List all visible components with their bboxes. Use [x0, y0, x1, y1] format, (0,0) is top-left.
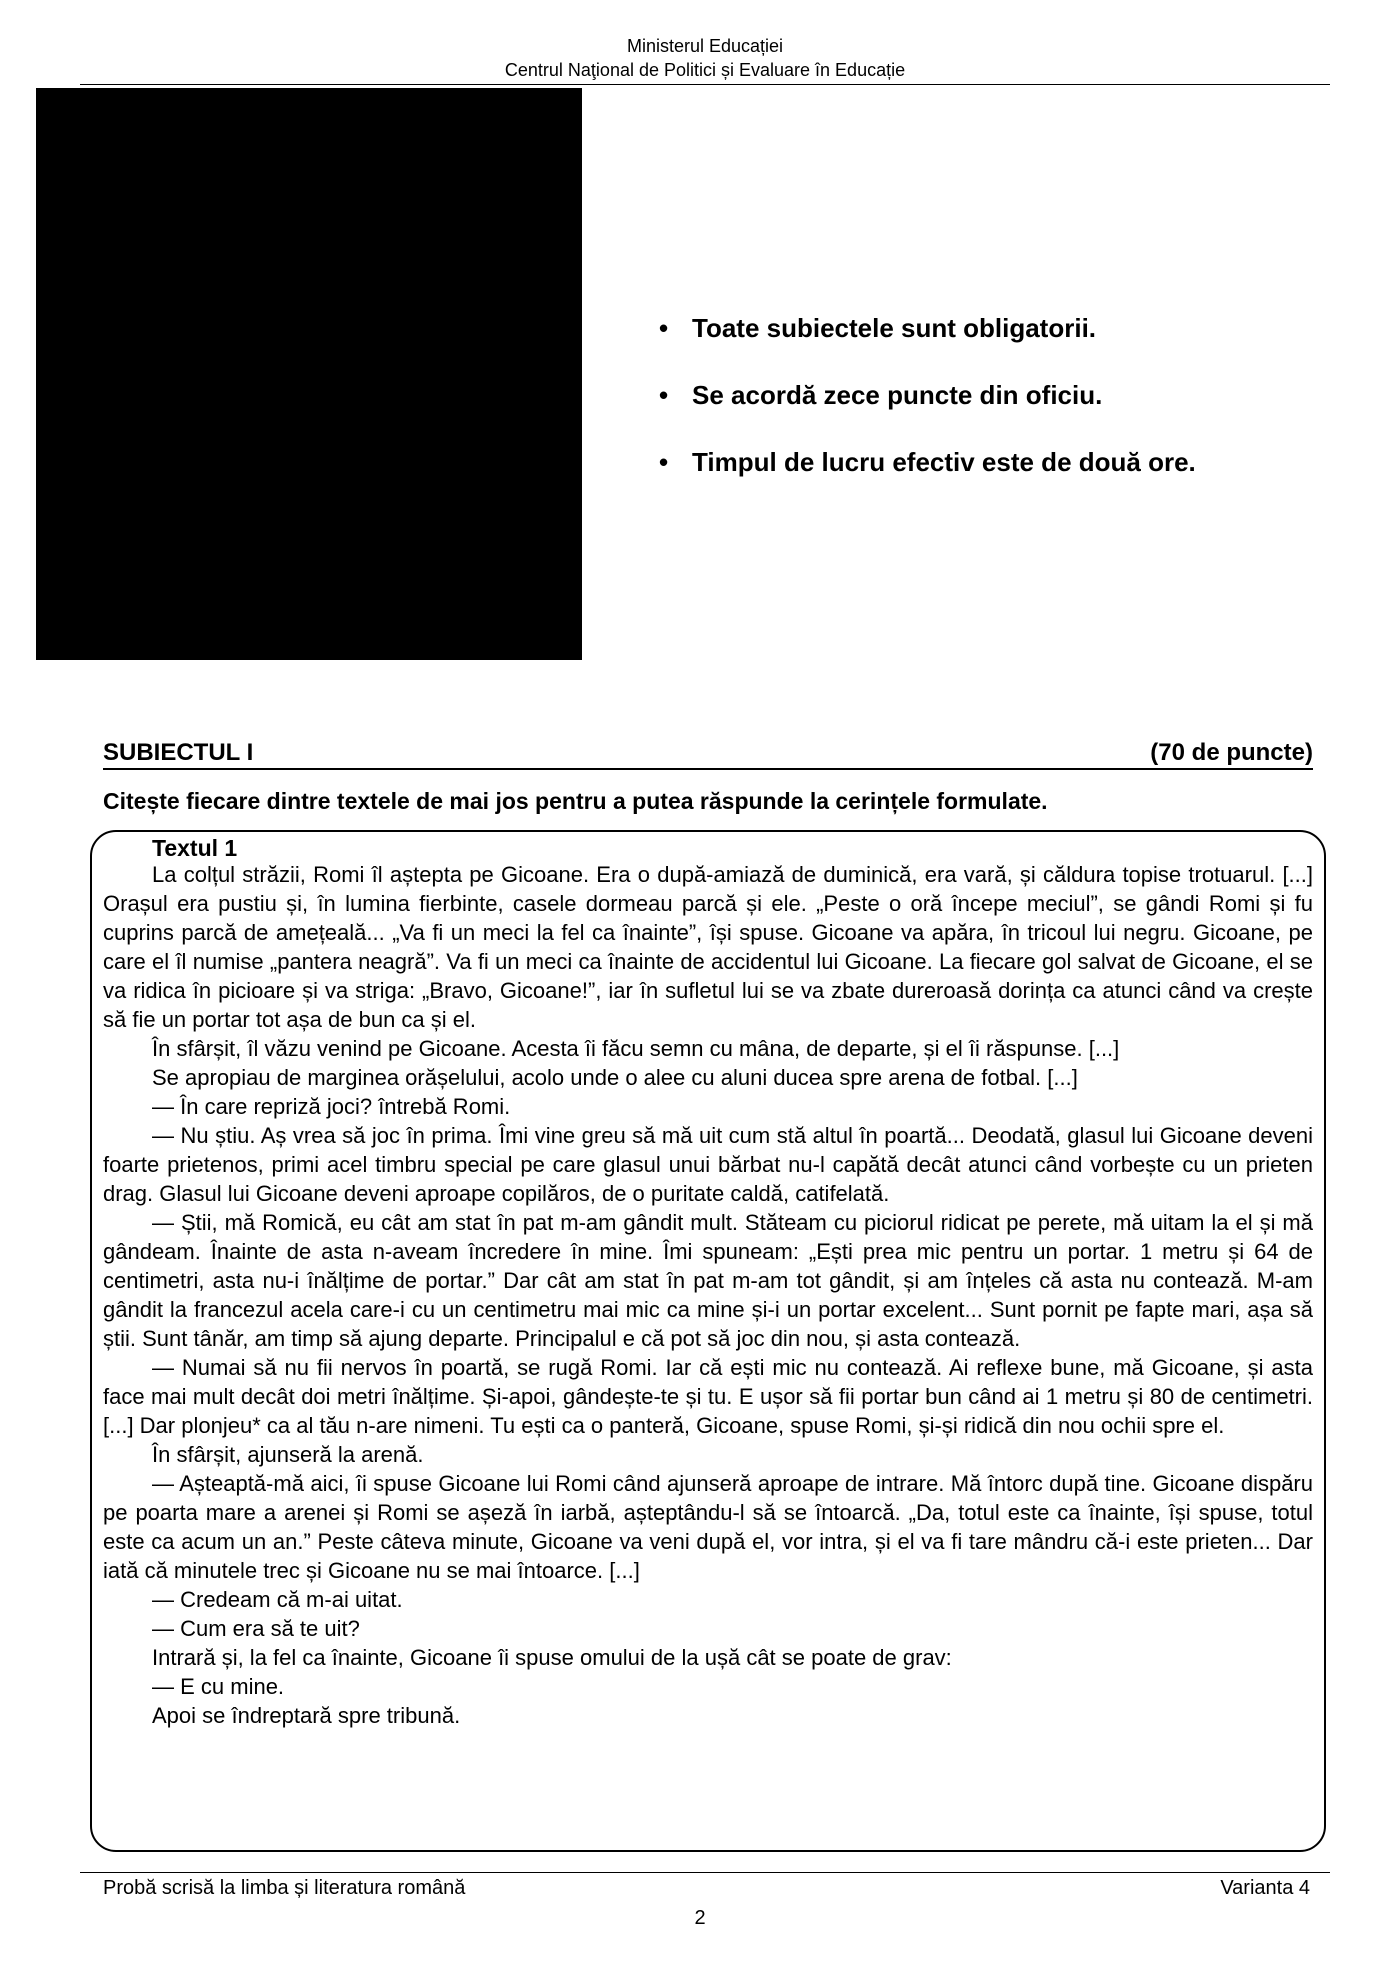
passage-paragraph: Intrară și, la fel ca înainte, Gicoane îi spuse omului de la ușă cât se poate de grav: [152, 1645, 952, 1670]
passage-paragraph: — În care repriză joci? întrebă Romi. [152, 1094, 511, 1119]
subject-heading [103, 738, 1313, 770]
text-title: Textul 1 [152, 835, 238, 861]
page-number: 2 [694, 1907, 706, 1929]
bullet-icon: • [659, 313, 669, 343]
subject-title: SUBIECTUL I [103, 739, 254, 766]
rule-item: • Toate subiectele sunt obligatorii. [659, 313, 1097, 343]
passage-paragraph: În sfârșit, ajunseră la arenă. [152, 1442, 424, 1467]
page-header [80, 34, 1330, 82]
passage-paragraph: — Așteaptă-mă aici, îi spuse Gicoane lui Romi când ajunseră aproape de intrare. Mă întorc după tine. Gicoane dispăru pe poarta mare a arenei și Romi se așeză în iarbă, așteptându-l să se întoarcă. „Da, totul este ca înainte, își spuse, totul este ca acum un an.” Peste câteva minute, Gicoane va veni după el, vor intra, și el va fi tare mândru că-i este prieten... Dar iată că minutele trec și Gicoane nu se mai întoarce. [...] [103, 1471, 1313, 1583]
footer-exam-name: Probă scrisă la limba și literatura română [103, 1877, 466, 1899]
subject-points: (70 de puncte) [1150, 739, 1313, 766]
text-passage [103, 860, 1313, 1730]
center-name: Centrul Naţional de Politici și Evaluare în Educație [504, 60, 906, 80]
passage-paragraph: În sfârșit, îl văzu venind pe Gicoane. Acesta îi făcu semn cu mâna, de departe, și el îi răspunse. [...] [152, 1036, 1120, 1061]
footer-divider [80, 1872, 1330, 1873]
passage-paragraph: — Știi, mă Romică, eu cât am stat în pat m-am gândit mult. Stăteam cu piciorul ridicat pe perete, mă uitam la el și mă gândeam. Înainte de asta n-aveam încredere în mine. Îmi spuneam: „Ești prea mic pentru un portar. 1 metru și 64 de centimetri, asta nu-i înălțime de portar.” Dar cât am stat în pat m-am tot gândit, și am înțeles că asta nu contează. M-am gândit la francezul acela care-i cu un centimetru mai mic ca mine și-i un portar excelent... Sunt pornit pe fapte mari, așa să știi. Sunt tânăr, am timp să ajung departe. Principalul e că pot să joc din nou, și asta contează. [103, 1210, 1313, 1351]
passage-paragraph: — Numai să nu fii nervos în poartă, se rugă Romi. Iar că ești mic nu contează. Ai reflexe bune, mă Gicoane, și asta face mai mult decât doi metri înălțime. Și-apoi, gândește-te și tu. E ușor să fii portar bun când ai 1 metru și 80 de centimetri. [...] Dar plonjeu* ca al tău n-are nimeni. Tu ești ca o panteră, Gicoane, spuse Romi, și-și ridică din nou ochii spre el. [103, 1355, 1313, 1438]
passage-paragraph: Se apropiau de marginea orășelului, acolo unde o alee cu aluni ducea spre arena de fotbal. [...] [152, 1065, 1078, 1090]
passage-paragraph: — Nu știu. Aș vrea să joc în prima. Îmi vine greu să mă uit cum stă altul în poartă... Deodată, glasul lui Gicoane deveni foarte prietenos, primi acel timbru special pe care glasul unui bărbat nu-l capătă decât atunci când vorbește cu un prieten drag. Glasul lui Gicoane deveni aproape copilăros, de o puritate caldă, catifelată. [103, 1123, 1313, 1206]
exam-rules-list [655, 312, 1196, 513]
passage-paragraph: — E cu mine. [152, 1674, 285, 1699]
rule-item: • Timpul de lucru efectiv este de două ore. [659, 447, 1196, 477]
passage-paragraph: Apoi se îndreptară spre tribună. [152, 1703, 461, 1728]
redacted-block [36, 88, 582, 660]
bullet-icon: • [659, 447, 669, 477]
passage-paragraph: — Cum era să te uit? [152, 1616, 360, 1641]
passage-paragraph: — Credeam că m-ai uitat. [152, 1587, 403, 1612]
footer-variant: Varianta 4 [1220, 1877, 1310, 1899]
passage-paragraph: La colțul străzii, Romi îl aștepta pe Gicoane. Era o după-amiază de duminică, era vară, și căldura topise trotuarul. [...] Orașul era pustiu și, în lumina fierbinte, casele dormeau parcă și ele. „Peste o oră începe meciul”, se gândi Romi și fu cuprins parcă de amețeală... „Va fi un meci la fel ca înainte”, își spuse. Gicoane va apăra, în tricoul lui negru. Gicoane, pe care el îl numise „pantera neagră”. Va fi un meci ca înainte de accidentul lui Gicoane. La fiecare gol salvat de Gicoane, el se va ridica în picioare și va striga: „Bravo, Gicoane!”, iar în sufletul lui se va zbate dureroasă dorința ca atunci când va crește să fie un portar tot așa de bun ca și el. [103, 862, 1313, 1032]
bullet-icon: • [659, 380, 669, 410]
ministry-name: Ministerul Educației [626, 36, 784, 56]
rule-item: • Se acordă zece puncte din oficiu. [659, 380, 1103, 410]
header-divider [80, 84, 1330, 85]
instruction-text: Citește fiecare dintre textele de mai jos pentru a putea răspunde la cerințele formulate. [103, 788, 1048, 814]
